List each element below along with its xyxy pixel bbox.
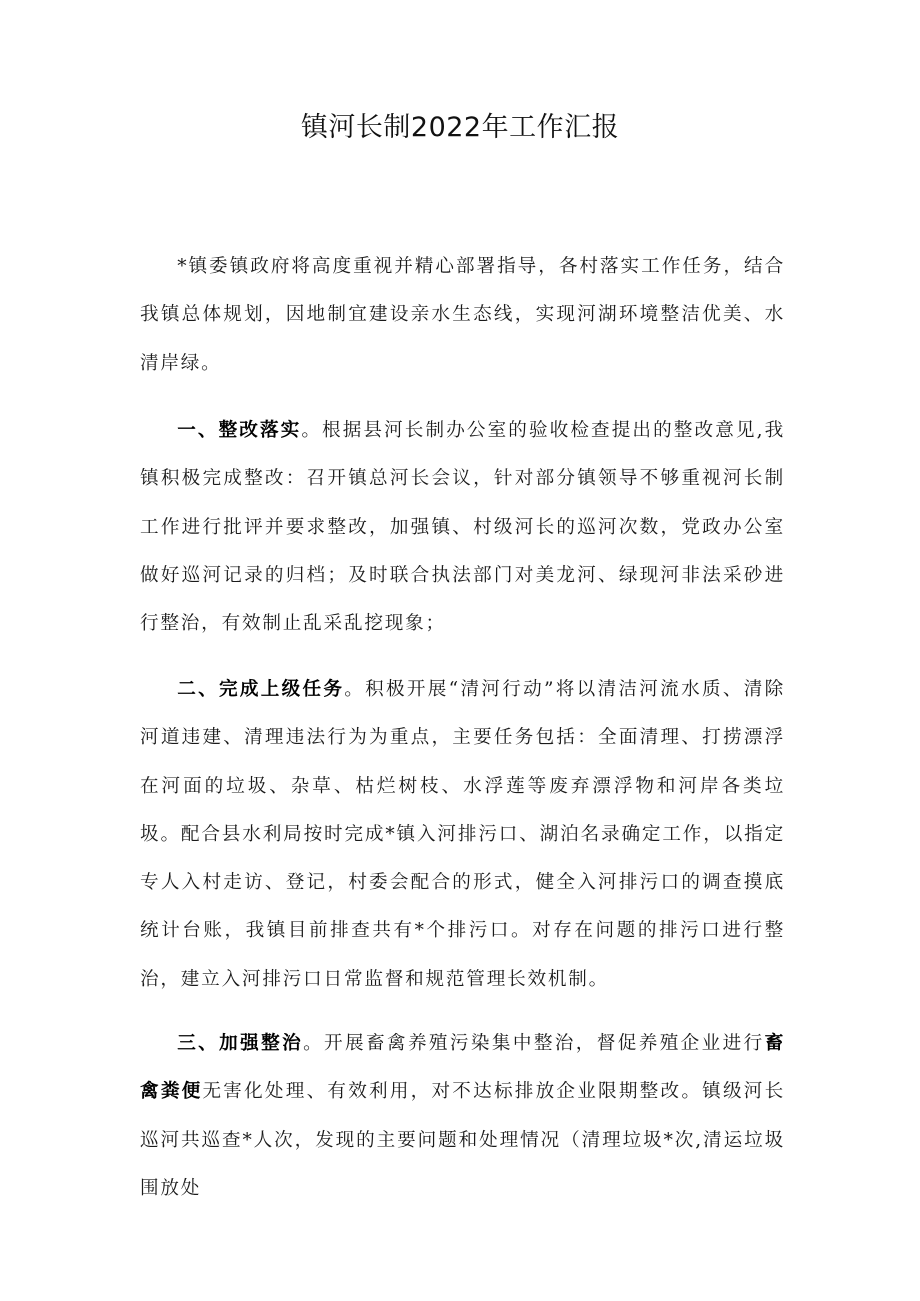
document-title: 镇河长制2022年工作汇报 bbox=[300, 112, 620, 143]
section-3-paragraph bbox=[140, 1020, 785, 1213]
section-1-paragraph bbox=[140, 407, 785, 648]
section-3-emphasis: 畜禽粪便 bbox=[140, 1033, 785, 1103]
section-2-text: 。积极开展“清河行动”将以清洁河流水质、清除河道违建、清理违法行为为重点，主要任务包括：全面清理、打捞漂浮在河面的垃圾、杂草、枯烂树枝、水浮莲等废弃漂浮物和河岸各类垃圾。配合县水利局按时完成*镇入河排污口、湖泊名录确定工作，以指定专人入村走访、登记，村委会配合的形式，健全入河排污口的调查摸底统计台账，我镇目前排查共有*个排污口。对存在问题的排污口进行整治，建立入河排污口日常监督和规范管理长效机制。 bbox=[140, 679, 785, 990]
section-2-heading: 二、完成上级任务 bbox=[177, 679, 345, 700]
section-1-heading: 一、整改落实 bbox=[177, 420, 302, 441]
section-3-text-after: 无害化处理、有效利用，对不达标排放企业限期整改。镇级河长巡河共巡查*人次，发现的主要问题和处理情况（清理垃圾*次,清运垃圾围放处 bbox=[140, 1081, 785, 1199]
section-2-paragraph bbox=[140, 666, 785, 1004]
intro-paragraph: *镇委镇政府将高度重视并精心部署指导，各村落实工作任务，结合我镇总体规划，因地制宜建设亲水生态线，实现河湖环境整洁优美、水清岸绿。 bbox=[140, 256, 785, 374]
section-3-heading: 三、加强整治 bbox=[177, 1033, 304, 1054]
section-1-text: 。根据县河长制办公室的验收检查提出的整改意见,我镇积极完成整改：召开镇总河长会议，针对部分镇领导不够重视河长制工作进行批评并要求整改，加强镇、村级河长的巡河次数，党政办公室做好巡河记录的归档；及时联合执法部门对美龙河、绿现河非法采砂进行整治，有效制止乱采乱挖现象； bbox=[140, 420, 785, 635]
section-3-text-before: 。开展畜禽养殖污染集中整治，督促养殖企业进行 bbox=[303, 1033, 765, 1054]
